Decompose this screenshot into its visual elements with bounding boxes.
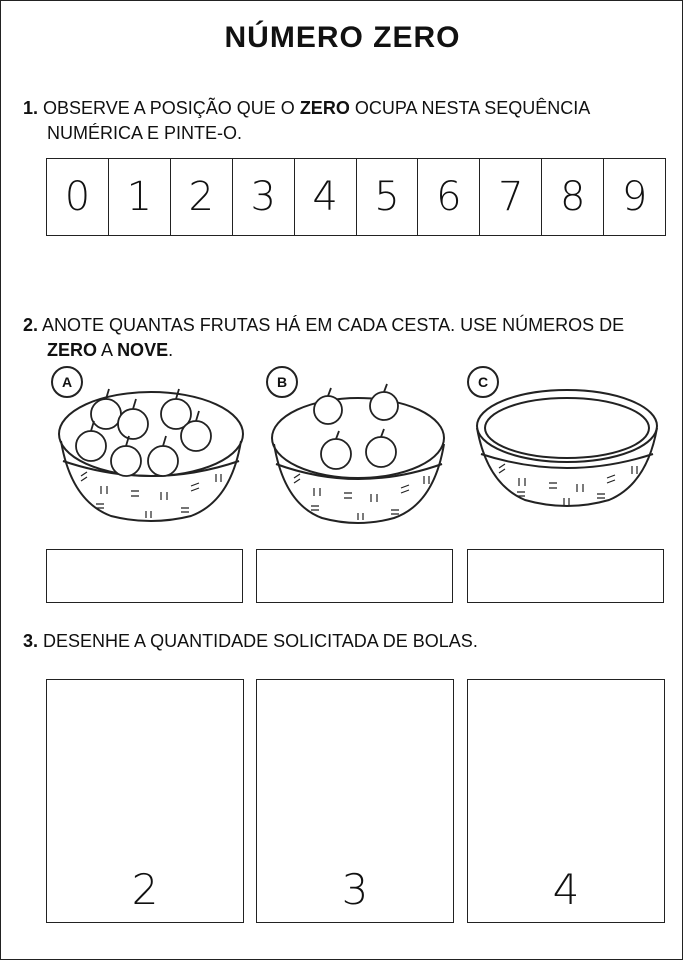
sequence-cell-0[interactable]: 0 <box>47 159 109 235</box>
question-1 <box>23 96 663 146</box>
question-emphasis: ZERO <box>299 98 350 118</box>
basket-label-badge: C <box>467 366 499 398</box>
question-2 <box>23 313 673 363</box>
sequence-cell-3[interactable]: 3 <box>233 159 295 235</box>
question-text: ANOTE QUANTAS FRUTAS HÁ EM CADA CESTA. USE NÚMEROS DE <box>42 315 625 335</box>
question-emphasis: ZERO <box>47 340 98 360</box>
quantity-label: 2 <box>131 865 159 914</box>
sequence-cell-9[interactable]: 9 <box>621 174 648 220</box>
number-sequence <box>46 158 666 236</box>
basket-label-badge: A <box>51 366 83 398</box>
basket-with-apples-illustration <box>266 366 466 541</box>
sequence-cell-2[interactable]: 2 <box>171 159 233 235</box>
question-3 <box>23 629 673 654</box>
question-number: 3. <box>23 631 39 651</box>
quantity-label: 3 <box>341 865 369 914</box>
question-emphasis: NOVE <box>117 340 169 360</box>
basket-c <box>467 366 667 541</box>
sequence-cell-6[interactable]: 6 <box>418 159 480 235</box>
drawing-box-2[interactable] <box>256 679 454 923</box>
page-title: NÚMERO ZERO <box>224 21 461 54</box>
question-text: NUMÉRICA E PINTE-O. <box>47 123 243 143</box>
sequence-cell-8[interactable]: 8 <box>542 159 604 235</box>
question-number: 2. <box>23 315 39 335</box>
question-text: OBSERVE A POSIÇÃO QUE O <box>43 98 295 118</box>
sequence-cell-1[interactable]: 1 <box>109 159 171 235</box>
drawing-box-1[interactable] <box>46 679 244 923</box>
answer-box-c[interactable] <box>467 549 664 603</box>
sequence-cell-4[interactable]: 4 <box>295 159 357 235</box>
question-text: DESENHE A QUANTIDADE SOLICITADA DE BOLAS. <box>43 631 478 651</box>
basket-label-badge: B <box>266 366 298 398</box>
basket-with-apples-illustration <box>51 366 251 541</box>
basket-a <box>51 366 251 541</box>
answer-box-a[interactable] <box>46 549 243 603</box>
question-text: . <box>168 340 174 360</box>
quantity-label: 4 <box>552 865 580 914</box>
question-text: OCUPA NESTA SEQUÊNCIA <box>354 98 591 118</box>
sequence-cell-7[interactable]: 7 <box>480 159 542 235</box>
basket-b <box>266 366 466 541</box>
answer-box-b[interactable] <box>256 549 453 603</box>
sequence-cell-5[interactable]: 5 <box>357 159 419 235</box>
empty-basket-illustration <box>467 366 667 541</box>
question-number: 1. <box>23 98 39 118</box>
drawing-box-3[interactable] <box>467 679 665 923</box>
question-text: A <box>101 340 113 360</box>
